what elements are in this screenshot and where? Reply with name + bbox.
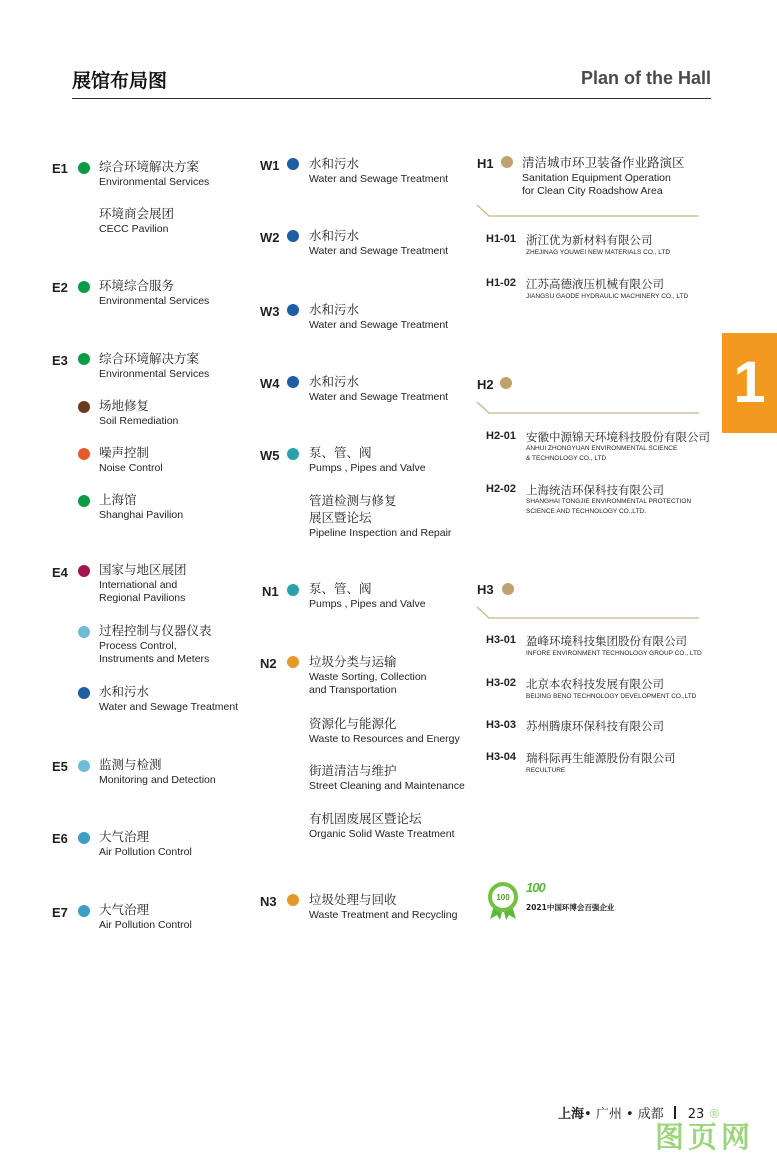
- company-name-en: RECULTURE: [526, 767, 566, 774]
- category-en: Pipeline Inspection and Repair: [309, 527, 452, 539]
- category-en: Pumps , Pipes and Valve: [309, 462, 426, 474]
- category-cn: 水和污水: [309, 374, 360, 389]
- hall-code-w3: W3: [260, 304, 280, 319]
- footer-city-main: 上海: [558, 1107, 585, 1122]
- category-cn: 水和污水: [309, 156, 360, 171]
- company-name-en: & TECHNOLOGY CO., LTD: [526, 455, 607, 462]
- category-en: Pumps , Pipes and Valve: [309, 598, 426, 610]
- category-dot-navy: [287, 158, 299, 170]
- category-cn: 街道清洁与维护: [309, 763, 397, 778]
- category-dot-navy: [287, 304, 299, 316]
- company-name-cn: 江苏高德液压机械有限公司: [526, 277, 664, 291]
- booth-code: H1-01: [486, 233, 516, 245]
- category-en: Regional Pavilions: [99, 592, 186, 604]
- footer-city-list: • 广州 • 成都: [584, 1107, 664, 1122]
- company-name-cn: 北京本农科技发展有限公司: [526, 677, 664, 691]
- category-dot-navy: [78, 687, 90, 699]
- hall-code-n1: N1: [262, 584, 279, 599]
- category-dot-navy: [287, 230, 299, 242]
- category-dot-tan: [501, 156, 513, 168]
- category-cn: 有机固废展区暨论坛: [309, 811, 422, 826]
- section-tab: [722, 333, 777, 433]
- section-divider: [476, 606, 700, 620]
- booth-code: H3-03: [486, 719, 516, 731]
- category-cn: 清洁城市环卫装备作业路演区: [522, 155, 685, 170]
- category-en: Environmental Services: [99, 176, 210, 188]
- page-title-en: Plan of the Hall: [580, 68, 711, 88]
- hall-code-w1: W1: [260, 158, 280, 173]
- category-dot-green: [78, 495, 90, 507]
- category-dot-teal: [287, 584, 299, 596]
- booth-code: H2-02: [486, 483, 516, 495]
- section-number: 1: [733, 350, 766, 415]
- category-cn: 大气治理: [99, 902, 150, 917]
- company-name-en: JIANGSU GAODE HYDRAULIC MACHINERY CO., LTD: [526, 293, 689, 300]
- category-en: Water and Sewage Treatment: [309, 391, 449, 403]
- category-cn: 泵、管、阀: [309, 445, 372, 460]
- registered-mark: ®: [708, 1107, 721, 1121]
- company-name-cn: 安徽中源锦天环境科技股份有限公司: [526, 430, 710, 444]
- section-divider: [476, 204, 700, 218]
- section-divider: [476, 401, 700, 415]
- category-dot-maroon: [78, 565, 90, 577]
- header-divider: [72, 98, 711, 99]
- watermark: 图页网: [655, 1120, 755, 1154]
- category-en: Organic Solid Waste Treatment: [309, 828, 455, 840]
- category-en: and Transportation: [309, 684, 397, 696]
- svg-text:100: 100: [496, 893, 510, 902]
- category-en: CECC Pavilion: [99, 223, 169, 235]
- hall-code-w4: W4: [260, 376, 280, 391]
- booth-code: H1-02: [486, 277, 516, 289]
- category-dot-gold: [287, 894, 299, 906]
- category-cn: 垃圾分类与运输: [309, 654, 397, 669]
- category-cn: 水和污水: [309, 228, 360, 243]
- category-dot-green: [78, 162, 90, 174]
- category-en: Street Cleaning and Maintenance: [309, 780, 465, 792]
- hall-code-e3: E3: [52, 353, 68, 368]
- category-en: Soil Remediation: [99, 415, 179, 427]
- booth-code: H3-01: [486, 634, 516, 646]
- company-name-en: BEIJING BENO TECHNOLOGY DEVELOPMENT CO.,LTD: [526, 693, 697, 700]
- hall-code-w5: W5: [260, 448, 280, 463]
- hall-code-h2: H2: [477, 377, 494, 392]
- category-cn: 环境商会展团: [99, 206, 175, 221]
- booth-code: H3-02: [486, 677, 516, 689]
- hall-code-e5: E5: [52, 759, 68, 774]
- hall-code-n2: N2: [260, 656, 277, 671]
- category-en: Environmental Services: [99, 368, 210, 380]
- hall-code-h1: H1: [477, 156, 494, 171]
- category-en: Waste Treatment and Recycling: [309, 909, 458, 921]
- company-name-cn: 苏州腾康环保科技有限公司: [526, 719, 664, 733]
- category-dot-green: [78, 281, 90, 293]
- hall-code-h3: H3: [477, 582, 494, 597]
- hall-code-e1: E1: [52, 161, 68, 176]
- hall-code-e7: E7: [52, 905, 68, 920]
- category-cn: 水和污水: [99, 684, 150, 699]
- award-badge-number: 100: [526, 880, 545, 895]
- hall-code-n3: N3: [260, 894, 277, 909]
- category-cn: 场地修复: [99, 398, 150, 413]
- category-dot-lightblue: [78, 626, 90, 638]
- category-en: Shanghai Pavilion: [99, 509, 184, 521]
- category-dot-lightblue: [78, 760, 90, 772]
- category-cn: 噪声控制: [99, 445, 150, 460]
- category-dot-brown: [78, 401, 90, 413]
- category-dot-skyblue: [78, 832, 90, 844]
- category-en: International and: [99, 579, 178, 591]
- category-cn: 泵、管、阀: [309, 581, 372, 596]
- award-rosette-icon: [486, 880, 520, 920]
- category-dot-green: [78, 353, 90, 365]
- company-name-cn: 浙江优为新材料有限公司: [526, 233, 653, 247]
- category-en: Noise Control: [99, 462, 163, 474]
- category-cn: 国家与地区展团: [99, 562, 187, 577]
- category-en: Water and Sewage Treatment: [309, 319, 449, 331]
- company-name-en: SCIENCE AND TECHNOLOGY CO.,LTD.: [526, 508, 646, 515]
- category-dot-teal: [287, 448, 299, 460]
- category-en: Air Pollution Control: [99, 919, 192, 931]
- category-en: for Clean City Roadshow Area: [522, 185, 663, 197]
- company-name-cn: 盈峰环境科技集团股份有限公司: [526, 634, 687, 648]
- hall-code-e6: E6: [52, 831, 68, 846]
- category-cn: 大气治理: [99, 829, 150, 844]
- category-cn: 上海馆: [99, 492, 137, 507]
- category-cn: 资源化与能源化: [309, 716, 397, 731]
- booth-code: H3-04: [486, 751, 516, 763]
- category-en: Water and Sewage Treatment: [309, 173, 449, 185]
- category-cn: 过程控制与仪器仪表: [99, 623, 212, 638]
- page-number: 23: [687, 1107, 705, 1122]
- category-dot-orange: [78, 448, 90, 460]
- category-en: Environmental Services: [99, 295, 210, 307]
- category-cn: 综合环境解决方案: [99, 159, 200, 174]
- category-cn: 环境综合服务: [99, 278, 175, 293]
- category-en: Monitoring and Detection: [99, 774, 216, 786]
- category-en: Air Pollution Control: [99, 846, 192, 858]
- category-cn: 监测与检测: [99, 757, 162, 772]
- category-dot-skyblue: [78, 905, 90, 917]
- award-text: 2021中国环博会百强企业: [526, 903, 615, 912]
- category-dot-tan: [500, 377, 512, 389]
- company-name-cn: 瑞科际再生能源股份有限公司: [526, 751, 676, 765]
- category-dot-tan: [502, 583, 514, 595]
- category-dot-navy: [287, 376, 299, 388]
- booth-code: H2-01: [486, 430, 516, 442]
- category-en: Waste to Resources and Energy: [309, 733, 460, 745]
- category-en: Waste Sorting, Collection: [309, 671, 427, 683]
- category-cn: 展区暨论坛: [309, 510, 372, 525]
- hall-code-w2: W2: [260, 230, 280, 245]
- category-cn: 水和污水: [309, 302, 360, 317]
- company-name-en: ANHUI ZHONGYUAN ENVIRONMENTAL SCIENCE: [526, 445, 678, 452]
- hall-code-e2: E2: [52, 280, 68, 295]
- category-cn: 综合环境解决方案: [99, 351, 200, 366]
- hall-code-e4: E4: [52, 565, 68, 580]
- page-title-cn: 展馆布局图: [72, 70, 168, 92]
- category-en: Water and Sewage Treatment: [99, 701, 239, 713]
- category-dot-gold: [287, 656, 299, 668]
- company-name-en: INFORE ENVIRONMENT TECHNOLOGY GROUP CO., LTD: [526, 650, 702, 657]
- category-cn: 管道检测与修复: [309, 493, 397, 508]
- category-en: Water and Sewage Treatment: [309, 245, 449, 257]
- category-cn: 垃圾处理与回收: [309, 892, 397, 907]
- company-name-cn: 上海统洁环保科技有限公司: [526, 483, 664, 497]
- category-en: Instruments and Meters: [99, 653, 210, 665]
- company-name-en: ZHEJINAG YOUWEI NEW MATERIALS CO., LTD: [526, 249, 671, 256]
- company-name-en: SHANGHAI TONGJIE ENVIRONMENTAL PROTECTION: [526, 498, 692, 505]
- category-en: Sanitation Equipment Operation: [522, 172, 671, 184]
- category-en: Process Control,: [99, 640, 177, 652]
